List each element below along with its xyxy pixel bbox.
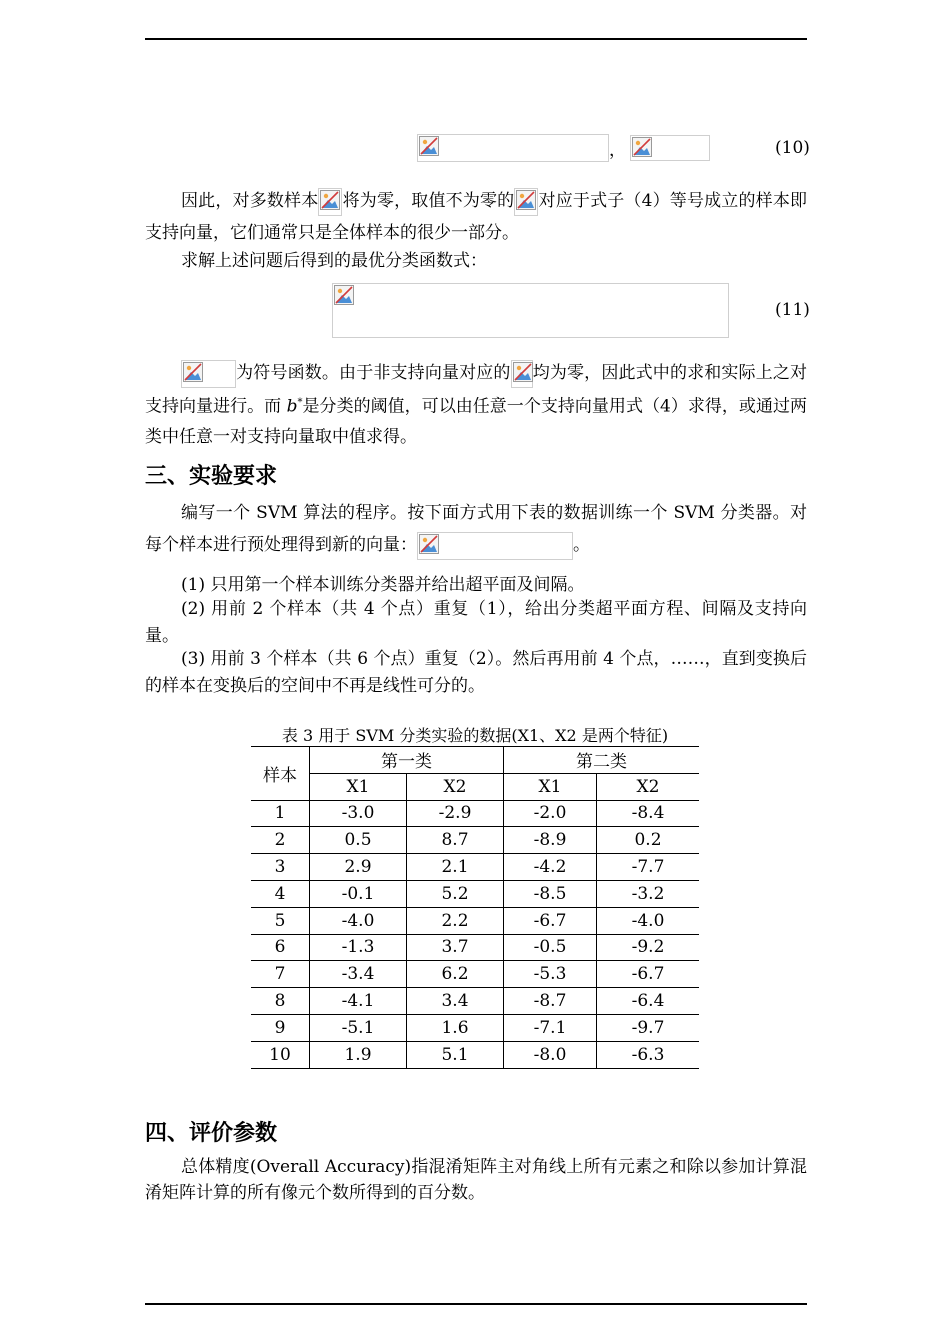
paragraph-text: 对应于式子（4）等号成立的样本即支持向量，它们通常只是全体样本的很少一部分。: [145, 191, 808, 243]
formula-image: [181, 360, 236, 388]
table-cell-value: -6.4: [597, 988, 700, 1015]
table-cell-sample: 6: [251, 934, 310, 961]
table-header-class2: 第二类: [504, 747, 700, 774]
table-subheader: X2: [407, 773, 504, 800]
formula-image: [318, 188, 342, 216]
table-row: [251, 907, 699, 934]
table-header-sample: 样本: [251, 747, 310, 801]
equation-10: [417, 134, 710, 162]
list-item: (1) 只用第一个样本训练分类器并给出超平面及间隔。: [181, 575, 585, 595]
formula-image: [630, 135, 710, 161]
table-cell-sample: 2: [251, 827, 310, 854]
table-cell-sample: 5: [251, 907, 310, 934]
table-cell-value: 3.7: [407, 934, 504, 961]
table-cell-sample: 1: [251, 800, 310, 827]
table-body: [251, 800, 699, 1068]
table-row: [251, 800, 699, 827]
table-cell-value: 2.2: [407, 907, 504, 934]
paragraph-text: 均为零，因此式中的求和实际上之对支持向量进行。而: [145, 363, 808, 417]
formula-image: [511, 360, 533, 388]
table-cell-value: 3.4: [407, 988, 504, 1015]
formula-image: [417, 532, 573, 560]
superscript: *: [297, 397, 303, 408]
table-cell-value: -3.2: [597, 880, 700, 907]
table-cell-value: -5.1: [310, 1014, 407, 1041]
formula-image: [417, 134, 609, 162]
table-cell-value: -3.4: [310, 961, 407, 988]
table-cell-value: 8.7: [407, 827, 504, 854]
paragraph-text: 。: [573, 535, 590, 555]
table-cell-value: 0.5: [310, 827, 407, 854]
table-cell-value: 5.2: [407, 880, 504, 907]
table-row: [251, 961, 699, 988]
table-row: [251, 1014, 699, 1041]
table-subheader: X1: [310, 773, 407, 800]
table-subheader: X1: [504, 773, 597, 800]
broken-image-icon: [516, 190, 536, 210]
table-cell-value: 2.9: [310, 854, 407, 881]
table-cell-value: -4.2: [504, 854, 597, 881]
formula-separator: ，: [609, 140, 626, 161]
list-item: (3) 用前 3 个样本（共 6 个点）重复（2）。然后再用前 4 个点，……，直到变换后的样本在变换后的空间中不再是线性可分的。: [145, 649, 807, 696]
table-cell-sample: 9: [251, 1014, 310, 1041]
table-cell-value: -8.4: [597, 800, 700, 827]
equation-11: [332, 283, 729, 338]
header-rule: [145, 38, 807, 40]
broken-image-icon: [320, 190, 340, 210]
table-cell-value: 0.2: [597, 827, 700, 854]
table-cell-value: 2.1: [407, 854, 504, 881]
table-cell-value: -0.1: [310, 880, 407, 907]
table-cell-value: 1.9: [310, 1041, 407, 1068]
table-cell-value: -6.7: [504, 907, 597, 934]
table-cell-value: -6.7: [597, 961, 700, 988]
paragraph-text: 编写一个 SVM 算法的程序。按下面方式用下表的数据训练一个 SVM 分类器。对每个样本进行预处理得到新的向量：: [145, 503, 807, 555]
formula-image: [332, 283, 729, 338]
broken-image-icon: [632, 137, 652, 157]
table-cell-value: -5.3: [504, 961, 597, 988]
table-cell-value: -9.2: [597, 934, 700, 961]
broken-image-icon: [419, 534, 439, 554]
paragraph-support-vectors: [145, 185, 807, 249]
broken-image-icon: [419, 136, 439, 156]
table-row: [251, 988, 699, 1015]
footer-rule: [145, 1303, 807, 1305]
section-heading-evaluation: 四、评价参数: [145, 1121, 278, 1146]
table-cell-value: -4.0: [310, 907, 407, 934]
table-row: [251, 1041, 699, 1068]
table-cell-value: -8.7: [504, 988, 597, 1015]
table-cell-value: 1.6: [407, 1014, 504, 1041]
broken-image-icon: [183, 362, 203, 382]
table-cell-value: -4.0: [597, 907, 700, 934]
paragraph-text: 是分类的阈值，可以由任意一个支持向量用式（4）求得，或通过两类中任意一对支持向量取中值求得。: [145, 396, 807, 447]
table-cell-value: -2.0: [504, 800, 597, 827]
table-cell-value: -9.7: [597, 1014, 700, 1041]
table-cell-value: -6.3: [597, 1041, 700, 1068]
data-table: [251, 746, 699, 1069]
paragraph-experiment-intro: [145, 497, 807, 561]
table-cell-value: -8.5: [504, 880, 597, 907]
paragraph-overall-accuracy: 总体精度(Overall Accuracy)指混淆矩阵主对角线上所有元素之和除以参加计算混淆矩阵计算的所有像元个数所得到的百分数。: [145, 1157, 807, 1203]
paragraph-text: 将为零，取值不为零的: [342, 191, 515, 211]
table-cell-value: -2.9: [407, 800, 504, 827]
table-cell-sample: 10: [251, 1041, 310, 1068]
equation-number-11: (11): [775, 300, 810, 320]
table-cell-sample: 7: [251, 961, 310, 988]
table-row: [251, 934, 699, 961]
table-row: [251, 880, 699, 907]
table-cell-sample: 3: [251, 854, 310, 881]
table-header-class1: 第一类: [310, 747, 504, 774]
variable-b: b: [286, 396, 298, 417]
section-heading-experiment: 三、实验要求: [145, 464, 278, 489]
table-subheader: X2: [597, 773, 700, 800]
table-cell-value: -1.3: [310, 934, 407, 961]
table-cell-value: 6.2: [407, 961, 504, 988]
paragraph-text: 为符号函数。由于非支持向量对应的: [236, 363, 511, 383]
broken-image-icon: [513, 362, 533, 382]
table-cell-value: 5.1: [407, 1041, 504, 1068]
list-item: (2) 用前 2 个样本（共 4 个点）重复（1），给出分类超平面方程、间隔及支持向量。: [145, 599, 807, 646]
table-cell-sample: 8: [251, 988, 310, 1015]
formula-image: [514, 188, 538, 216]
paragraph-optimal-function: 求解上述问题后得到的最优分类函数式：: [181, 251, 487, 271]
table-cell-value: -0.5: [504, 934, 597, 961]
paragraph-sign-function: [145, 358, 807, 452]
table-cell-value: -7.1: [504, 1014, 597, 1041]
table-caption: 表 3 用于 SVM 分类实验的数据(X1、X2 是两个特征): [281, 726, 669, 745]
paragraph-text: 因此，对多数样本: [181, 191, 319, 211]
table-cell-sample: 4: [251, 880, 310, 907]
equation-number-10: (10): [775, 138, 810, 158]
table-cell-value: -4.1: [310, 988, 407, 1015]
table-cell-value: -7.7: [597, 854, 700, 881]
table-cell-value: -8.9: [504, 827, 597, 854]
table-row: [251, 827, 699, 854]
table-cell-value: -3.0: [310, 800, 407, 827]
table-row: [251, 854, 699, 881]
table-cell-value: -8.0: [504, 1041, 597, 1068]
broken-image-icon: [334, 285, 354, 305]
